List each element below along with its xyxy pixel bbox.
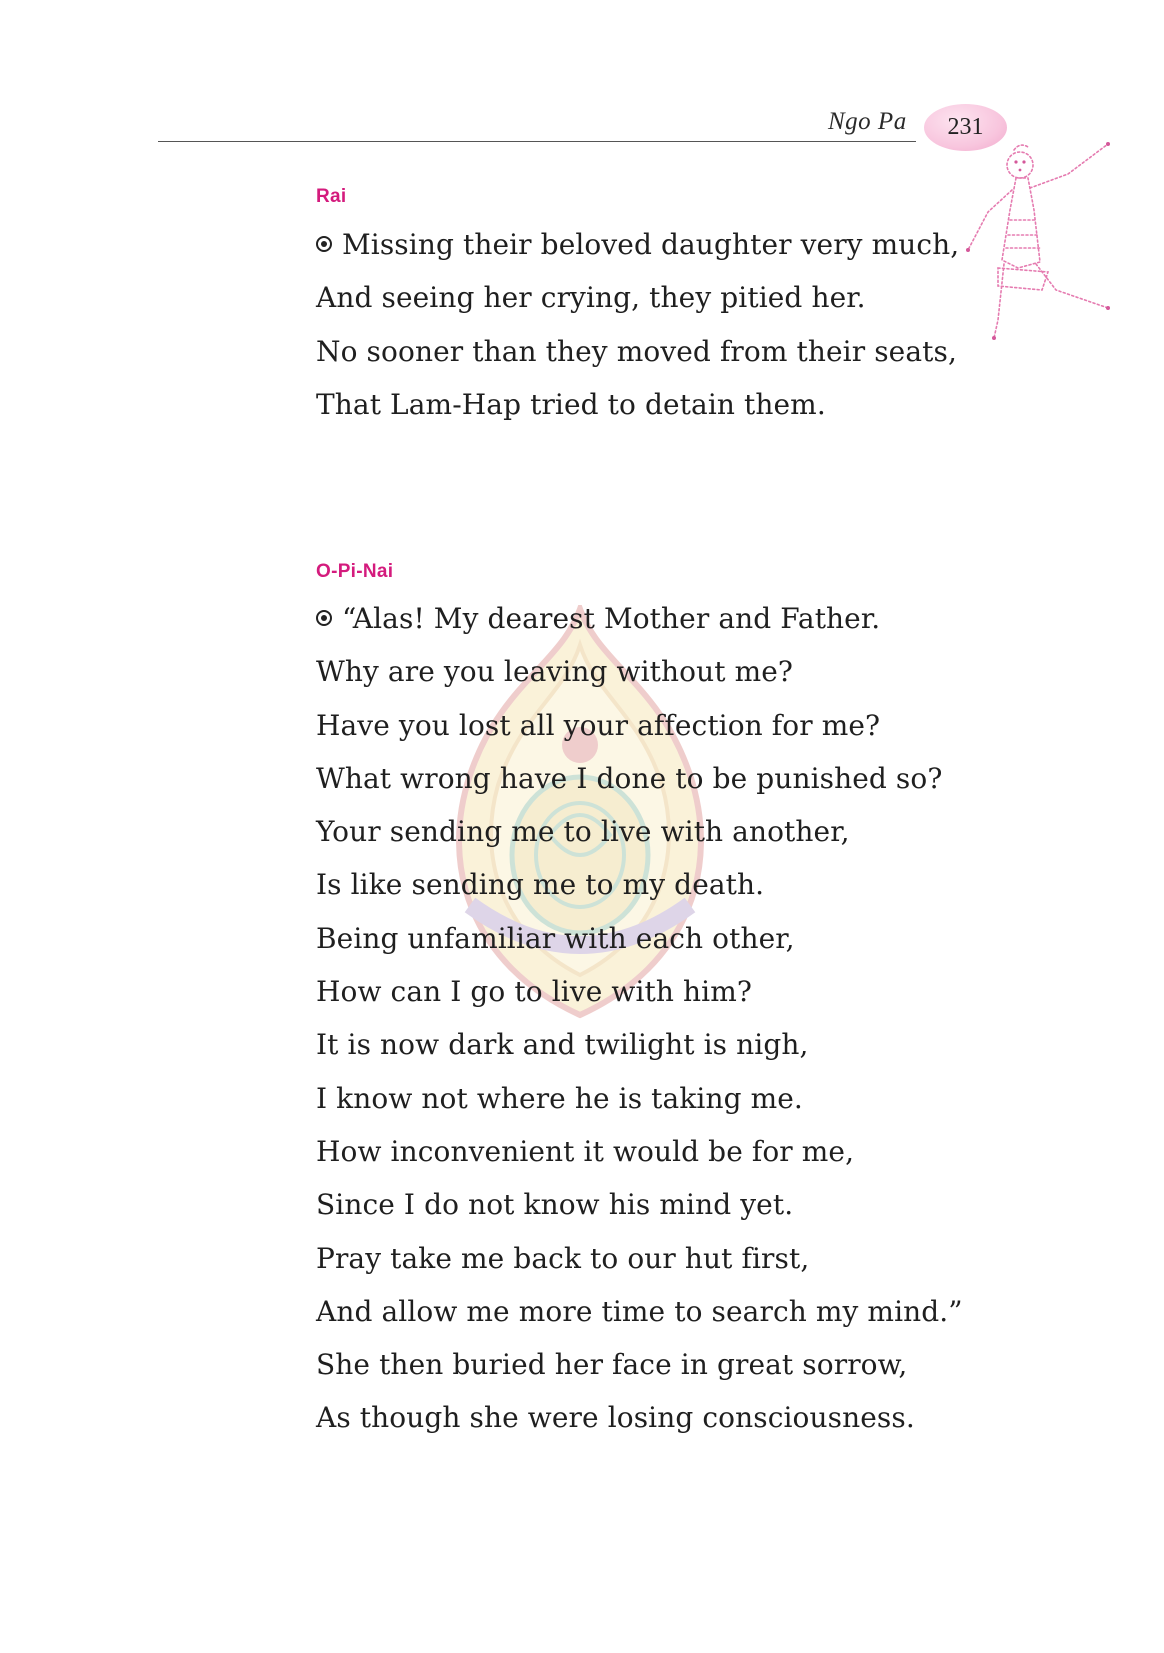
stanza	[316, 218, 959, 431]
verse-line: How inconvenient it would be for me,	[316, 1134, 855, 1168]
header-rule	[158, 141, 916, 142]
bullet-icon	[316, 236, 332, 252]
verse-line: And allow me more time to search my mind.”	[316, 1294, 963, 1328]
dancer-illustration-icon	[958, 140, 1118, 345]
running-title: Ngo Pa	[828, 108, 907, 135]
verse-line: Missing their beloved daughter very much,	[316, 218, 959, 271]
verse-line: Your sending me to live with another,	[316, 815, 850, 849]
verse-line: And seeing her crying, they pitied her.	[316, 281, 866, 315]
bullet-icon	[316, 610, 332, 626]
verse-line: That Lam-Hap tried to detain them.	[316, 387, 826, 421]
verse-line: I know not where he is taking me.	[316, 1081, 803, 1115]
page-number: 231	[947, 114, 984, 140]
verse-line: As though she were losing consciousness.	[316, 1401, 915, 1435]
verse-line: Have you lost all your affection for me?	[316, 708, 881, 742]
speaker-label: Rai	[316, 186, 347, 207]
verse-line: It is now dark and twilight is nigh,	[316, 1028, 809, 1062]
verse-line: “Alas! My dearest Mother and Father.	[316, 592, 963, 645]
verse-line: No sooner than they moved from their seats,	[316, 334, 957, 368]
verse-line: How can I go to live with him?	[316, 975, 752, 1009]
verse-line: Being unfamiliar with each other,	[316, 921, 795, 955]
verse-line: Since I do not know his mind yet.	[316, 1188, 794, 1222]
verse-line: Is like sending me to my death.	[316, 868, 765, 902]
verse-line: Why are you leaving without me?	[316, 655, 794, 689]
verse-line: She then buried her face in great sorrow,	[316, 1348, 908, 1382]
verse-line: Pray take me back to our hut first,	[316, 1241, 810, 1275]
stanza	[316, 592, 963, 1445]
speaker-label: O-Pi-Nai	[316, 561, 394, 582]
verse-line: What wrong have I done to be punished so?	[316, 761, 943, 795]
